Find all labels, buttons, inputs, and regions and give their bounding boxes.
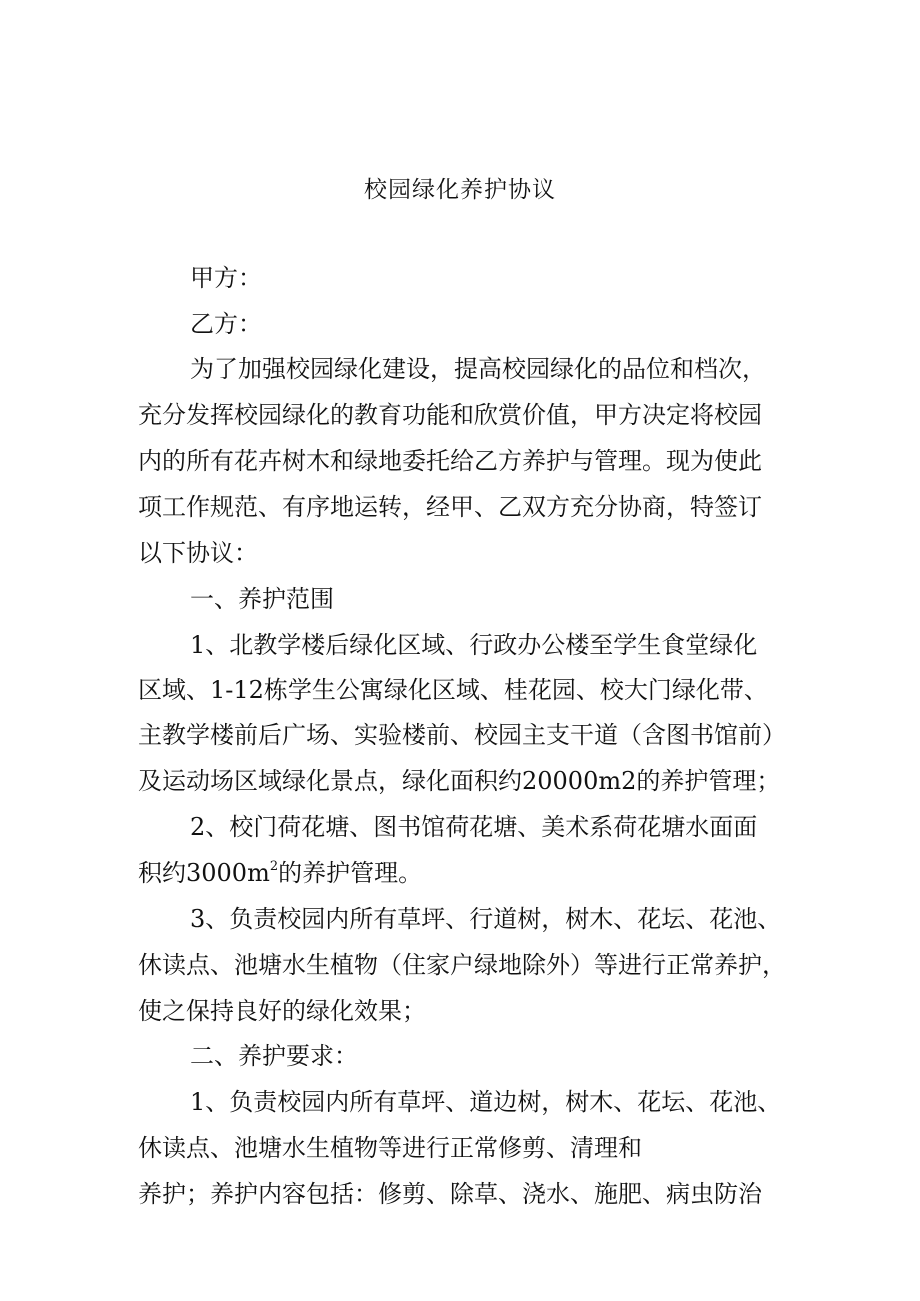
paragraph-line: 2、校门荷花塘、图书馆荷花塘、美术系荷花塘水面面 <box>190 813 758 841</box>
document-title: 校园绿化养护协议 <box>364 177 556 203</box>
paragraph-line: 主教学楼前后广场、实验楼前、校园主支干道（含图书馆前） <box>138 721 786 749</box>
paragraph-line: 充分发挥校园绿化的教育功能和欣赏价值，甲方决定将校园 <box>138 401 762 429</box>
paragraph-line <box>138 856 422 890</box>
paragraph-line: 休读点、池塘水生植物（住家户绿地除外）等进行正常养护， <box>138 951 786 979</box>
paragraph-line: 及运动场区域绿化景点，绿化面积约20000m2的养护管理； <box>138 767 781 795</box>
paragraph-line: 1、负责校园内所有草坪、道边树，树木、花坛、花池、 <box>190 1088 782 1116</box>
area-text-continued: 的养护管理。 <box>278 859 423 887</box>
section-heading: 二、养护要求： <box>190 1042 358 1070</box>
area-text: 积约3000m <box>138 859 270 887</box>
party-b-line: 乙方： <box>190 310 262 338</box>
paragraph-line: 内的所有花卉树木和绿地委托给乙方养护与管理。现为使此 <box>138 447 762 475</box>
section-heading: 一、养护范围 <box>190 585 334 613</box>
paragraph-line: 区域、1-12栋学生公寓绿化区域、桂花园、校大门绿化带、 <box>138 676 768 704</box>
paragraph-line: 项工作规范、有序地运转，经甲、乙双方充分协商，特签订 <box>138 493 762 521</box>
paragraph-line: 使之保持良好的绿化效果； <box>138 997 426 1025</box>
paragraph-line: 以下协议： <box>138 539 258 567</box>
paragraph-line: 3、负责校园内所有草坪、行道树，树木、花坛、花池、 <box>190 905 782 933</box>
paragraph-line: 1、北教学楼后绿化区域、行政办公楼至学生食堂绿化 <box>190 631 758 659</box>
party-a-line: 甲方： <box>190 264 262 292</box>
paragraph-line: 养护；养护内容包括：修剪、除草、浇水、施肥、病虫防治 <box>138 1180 762 1208</box>
paragraph-line: 为了加强校园绿化建设，提高校园绿化的品位和档次， <box>190 355 766 383</box>
paragraph-line: 休读点、池塘水生植物等进行正常修剪、清理和 <box>138 1134 642 1162</box>
superscript-2: 2 <box>269 859 279 874</box>
